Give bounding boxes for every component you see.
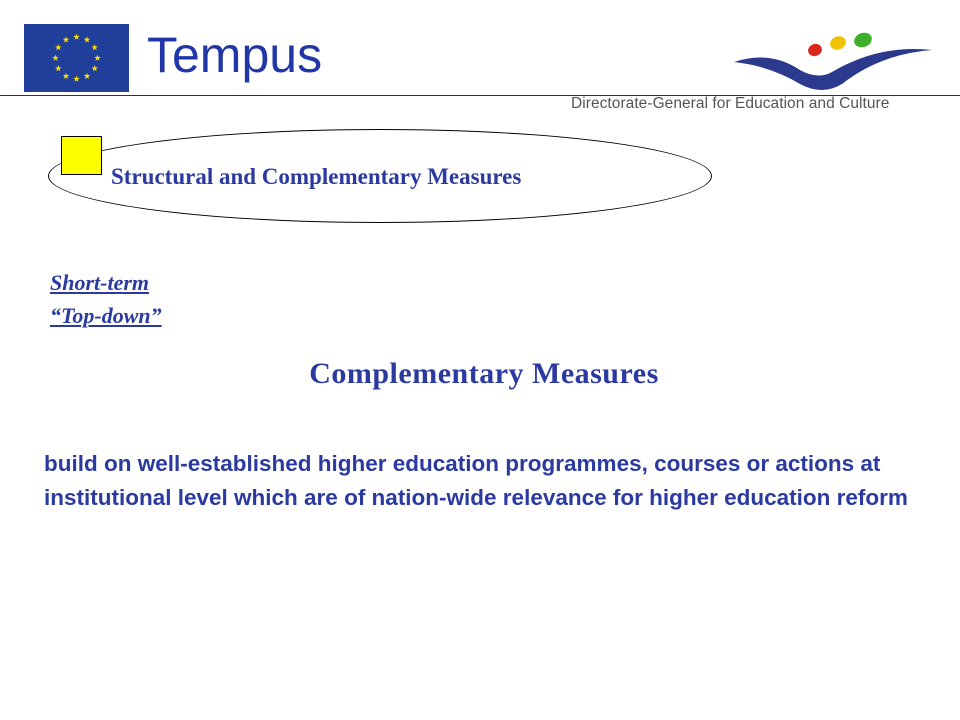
dg-label: Directorate-General for Education and Culture — [571, 95, 890, 112]
flag-star — [63, 36, 69, 42]
flag-star — [84, 36, 90, 42]
page-title: Tempus — [147, 27, 323, 83]
flag-star — [73, 34, 79, 40]
eu-flag-icon — [24, 24, 129, 92]
yellow-square-icon — [61, 136, 102, 175]
flag-star — [55, 44, 61, 50]
flag-star — [91, 44, 97, 50]
flag-star — [55, 65, 61, 71]
main-heading: Complementary Measures — [309, 357, 659, 390]
tag-top-down: “Top-down” — [50, 303, 162, 328]
section-title: Structural and Complementary Measures — [111, 164, 522, 189]
tag-short-term: Short-term — [50, 270, 150, 295]
body-paragraph: build on well-established higher education programmes, courses or actions at institutional level which are of nation-wide relevance for higher education reform — [44, 451, 908, 510]
dg-eac-logo-icon — [730, 28, 935, 98]
flag-star — [63, 73, 69, 79]
flag-star — [73, 76, 79, 82]
flag-star — [94, 55, 100, 61]
flag-star — [91, 65, 97, 71]
flag-star — [84, 73, 90, 79]
flag-star — [52, 55, 58, 61]
